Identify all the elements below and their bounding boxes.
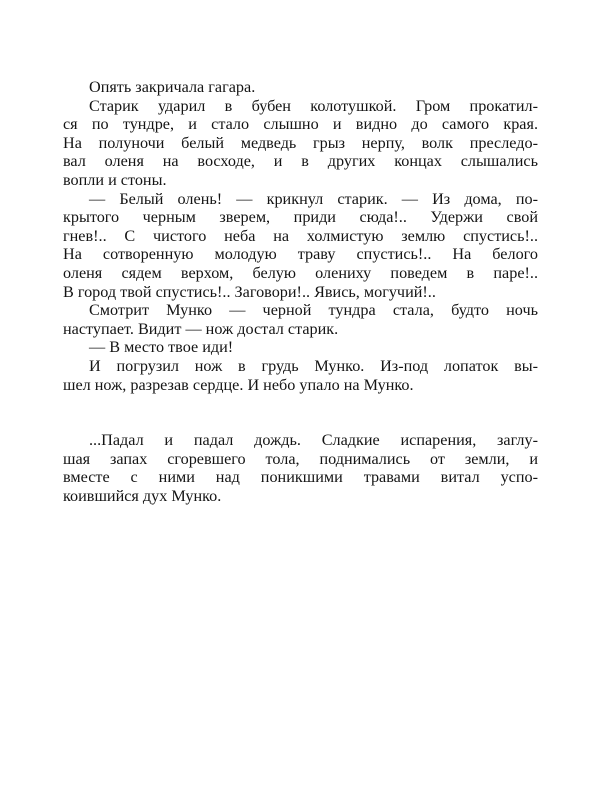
text-line: ся по тундре, и стало слышно и видно до самого края. [63,115,538,134]
text-line: Старик ударил в бубен колотушкой. Гром прокатил- [89,96,538,115]
text-line: шел нож, разрезав сердце. И небо упало на Мунко. [63,375,414,394]
text-line: В город твой спустись!.. Заговори!.. Явись, могучий!.. [63,282,436,301]
text-line: оленя сядем верхом, белую олениху поведем в паре!.. [63,263,538,282]
book-page [63,78,538,505]
text-line: Опять закричала гагара. [89,78,256,96]
section-break [63,394,538,431]
text-line: вместе с ними над поникшими травами витал успо- [63,468,538,487]
text-line: — Белый олень! — крикнул старик. — Из дома, по- [89,189,538,208]
text-line: Смотрит Мунко — черной тундра стала, будто ночь [89,301,538,320]
text-line: вал оленя на восходе, и в других концах слышались [63,152,538,171]
text-line: шая запах сгоревшего тола, поднимались от земли, и [63,449,538,468]
text-section-2 [63,431,538,505]
text-line: — В место твое иди! [89,338,234,357]
text-line: гнев!.. С чистого неба на холмистую землю спустись!.. [63,226,538,245]
text-line: И погрузил нож в грудь Мунко. Из-под лопаток вы- [89,356,538,375]
text-line: На сотворенную молодую траву спустись!.. На белого [63,245,538,264]
text-section-1 [63,78,538,394]
text-line: коившийся дух Мунко. [63,486,222,505]
text-line: крытого черным зверем, приди сюда!.. Удержи свой [63,208,538,227]
text-line: На полуночи белый медведь грыз нерпу, волк преследо- [63,133,538,152]
text-line: вопли и стоны. [63,170,167,189]
text-line: ...Падал и падал дождь. Сладкие испарения, заглу- [89,431,538,450]
text-line: наступает. Видит — нож достал старик. [63,319,339,338]
